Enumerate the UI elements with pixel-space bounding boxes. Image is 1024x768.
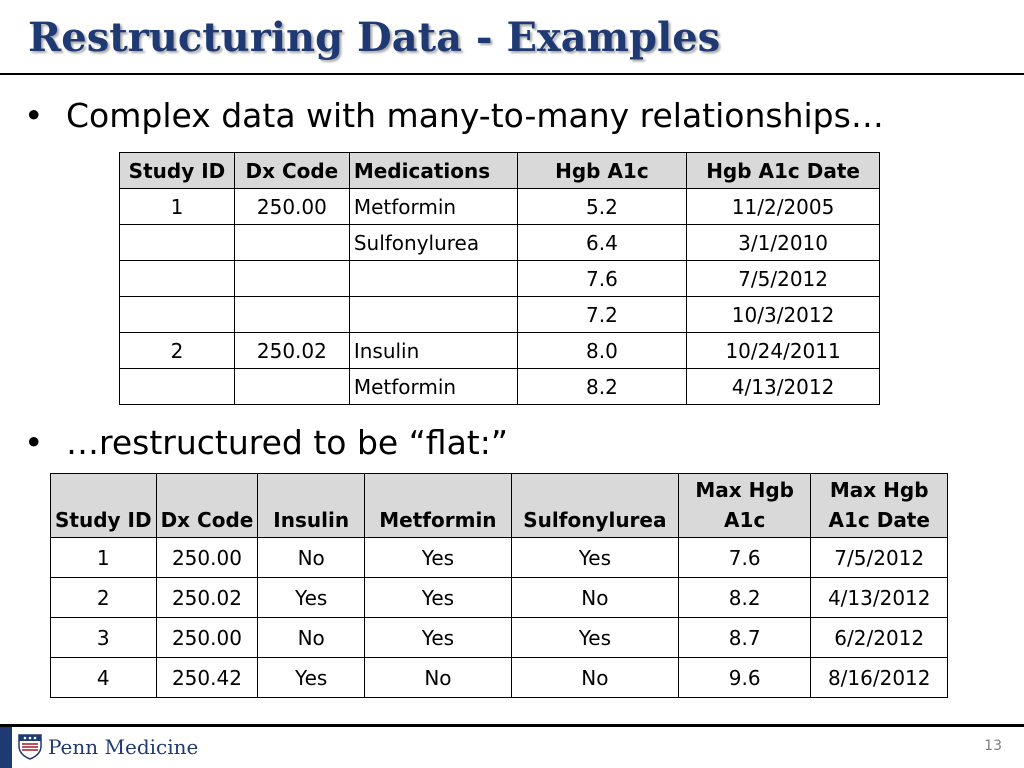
table-cell bbox=[120, 261, 235, 297]
table-cell: 11/2/2005 bbox=[687, 189, 880, 225]
table-cell: 1 bbox=[51, 538, 157, 578]
column-header: Hgb A1c Date bbox=[687, 153, 880, 189]
table-cell: 2 bbox=[51, 578, 157, 618]
table-row bbox=[120, 297, 880, 333]
table-cell: 7/5/2012 bbox=[811, 538, 948, 578]
table-cell: 1 bbox=[120, 189, 235, 225]
table-cell: No bbox=[365, 658, 512, 698]
column-header bbox=[811, 474, 948, 538]
source-data-table bbox=[119, 152, 880, 405]
table-cell bbox=[120, 369, 235, 405]
table-row bbox=[51, 618, 948, 658]
table-cell: 8.0 bbox=[517, 333, 687, 369]
bullet-1-text: Complex data with many-to-many relationships… bbox=[66, 96, 884, 135]
table-row bbox=[120, 225, 880, 261]
footer-divider bbox=[0, 724, 1024, 727]
column-header: Dx Code bbox=[156, 474, 258, 538]
table-cell bbox=[234, 297, 349, 333]
table-cell: Metformin bbox=[349, 189, 517, 225]
table-row bbox=[120, 369, 880, 405]
table-cell: 8.2 bbox=[517, 369, 687, 405]
table-cell: 8.2 bbox=[678, 578, 811, 618]
table-cell: 250.00 bbox=[156, 538, 258, 578]
table-cell bbox=[120, 225, 235, 261]
penn-shield-icon bbox=[18, 734, 42, 760]
table-cell: No bbox=[258, 538, 365, 578]
table-cell: 10/3/2012 bbox=[687, 297, 880, 333]
table-cell: 4 bbox=[51, 658, 157, 698]
table-cell: No bbox=[511, 658, 678, 698]
slide-title: Restructuring Data - Examples bbox=[28, 14, 721, 61]
header-line: A1c Date bbox=[828, 508, 930, 532]
column-header: Metformin bbox=[365, 474, 512, 538]
table-cell: Yes bbox=[365, 578, 512, 618]
table-cell: Yes bbox=[365, 618, 512, 658]
table-cell: 7.2 bbox=[517, 297, 687, 333]
bullet-2 bbox=[24, 421, 508, 465]
bullet-2-text: …restructured to be “flat:” bbox=[66, 423, 508, 462]
table-cell: Yes bbox=[365, 538, 512, 578]
column-header: Dx Code bbox=[234, 153, 349, 189]
bullet-symbol: • bbox=[24, 96, 44, 135]
table-row bbox=[51, 658, 948, 698]
table-cell: 4/13/2012 bbox=[811, 578, 948, 618]
table-cell: 250.02 bbox=[156, 578, 258, 618]
table-cell: Insulin bbox=[349, 333, 517, 369]
column-header: Sulfonylurea bbox=[511, 474, 678, 538]
header-line: Max Hgb bbox=[695, 478, 794, 502]
header-line: A1c bbox=[724, 508, 766, 532]
table-cell bbox=[234, 369, 349, 405]
title-divider bbox=[0, 73, 1024, 75]
bullet-symbol: • bbox=[24, 423, 44, 462]
table-cell: Yes bbox=[258, 578, 365, 618]
penn-medicine-logo bbox=[18, 734, 198, 760]
table-cell: 250.02 bbox=[234, 333, 349, 369]
table-cell: 250.42 bbox=[156, 658, 258, 698]
table-cell bbox=[120, 297, 235, 333]
column-header bbox=[678, 474, 811, 538]
logo-text: Penn Medicine bbox=[48, 735, 199, 759]
table-cell: 2 bbox=[120, 333, 235, 369]
page-number: 13 bbox=[984, 738, 1002, 754]
table-cell: 7.6 bbox=[517, 261, 687, 297]
table-cell: 6.4 bbox=[517, 225, 687, 261]
table-cell: 6/2/2012 bbox=[811, 618, 948, 658]
table-cell bbox=[349, 297, 517, 333]
table-cell: 8.7 bbox=[678, 618, 811, 658]
table-row bbox=[51, 538, 948, 578]
table-cell: 250.00 bbox=[156, 618, 258, 658]
table-row bbox=[120, 261, 880, 297]
table-cell: No bbox=[511, 578, 678, 618]
table-header-row bbox=[51, 474, 948, 538]
table-cell: 10/24/2011 bbox=[687, 333, 880, 369]
table-cell: Metformin bbox=[349, 369, 517, 405]
column-header: Insulin bbox=[258, 474, 365, 538]
footer-accent-bar bbox=[0, 727, 12, 768]
table-cell: 5.2 bbox=[517, 189, 687, 225]
header-line: Max Hgb bbox=[829, 478, 929, 502]
table-cell: 4/13/2012 bbox=[687, 369, 880, 405]
column-header: Hgb A1c bbox=[517, 153, 687, 189]
table-cell bbox=[349, 261, 517, 297]
table-cell: No bbox=[258, 618, 365, 658]
flat-data-table bbox=[50, 473, 948, 698]
table-cell: 3/1/2010 bbox=[687, 225, 880, 261]
table-cell: 7/5/2012 bbox=[687, 261, 880, 297]
column-header: Study ID bbox=[51, 474, 157, 538]
table-cell: Yes bbox=[511, 618, 678, 658]
column-header: Medications bbox=[349, 153, 517, 189]
table-cell bbox=[234, 261, 349, 297]
table-cell: 9.6 bbox=[678, 658, 811, 698]
table-cell: Yes bbox=[511, 538, 678, 578]
table-cell: Yes bbox=[258, 658, 365, 698]
table-cell: Sulfonylurea bbox=[349, 225, 517, 261]
table-cell bbox=[234, 225, 349, 261]
table-header-row bbox=[120, 153, 880, 189]
column-header: Study ID bbox=[120, 153, 235, 189]
table-row bbox=[51, 578, 948, 618]
table-cell: 8/16/2012 bbox=[811, 658, 948, 698]
table-cell: 250.00 bbox=[234, 189, 349, 225]
table-row bbox=[120, 333, 880, 369]
table-cell: 7.6 bbox=[678, 538, 811, 578]
table-cell: 3 bbox=[51, 618, 157, 658]
table-row bbox=[120, 189, 880, 225]
bullet-1 bbox=[24, 94, 884, 138]
